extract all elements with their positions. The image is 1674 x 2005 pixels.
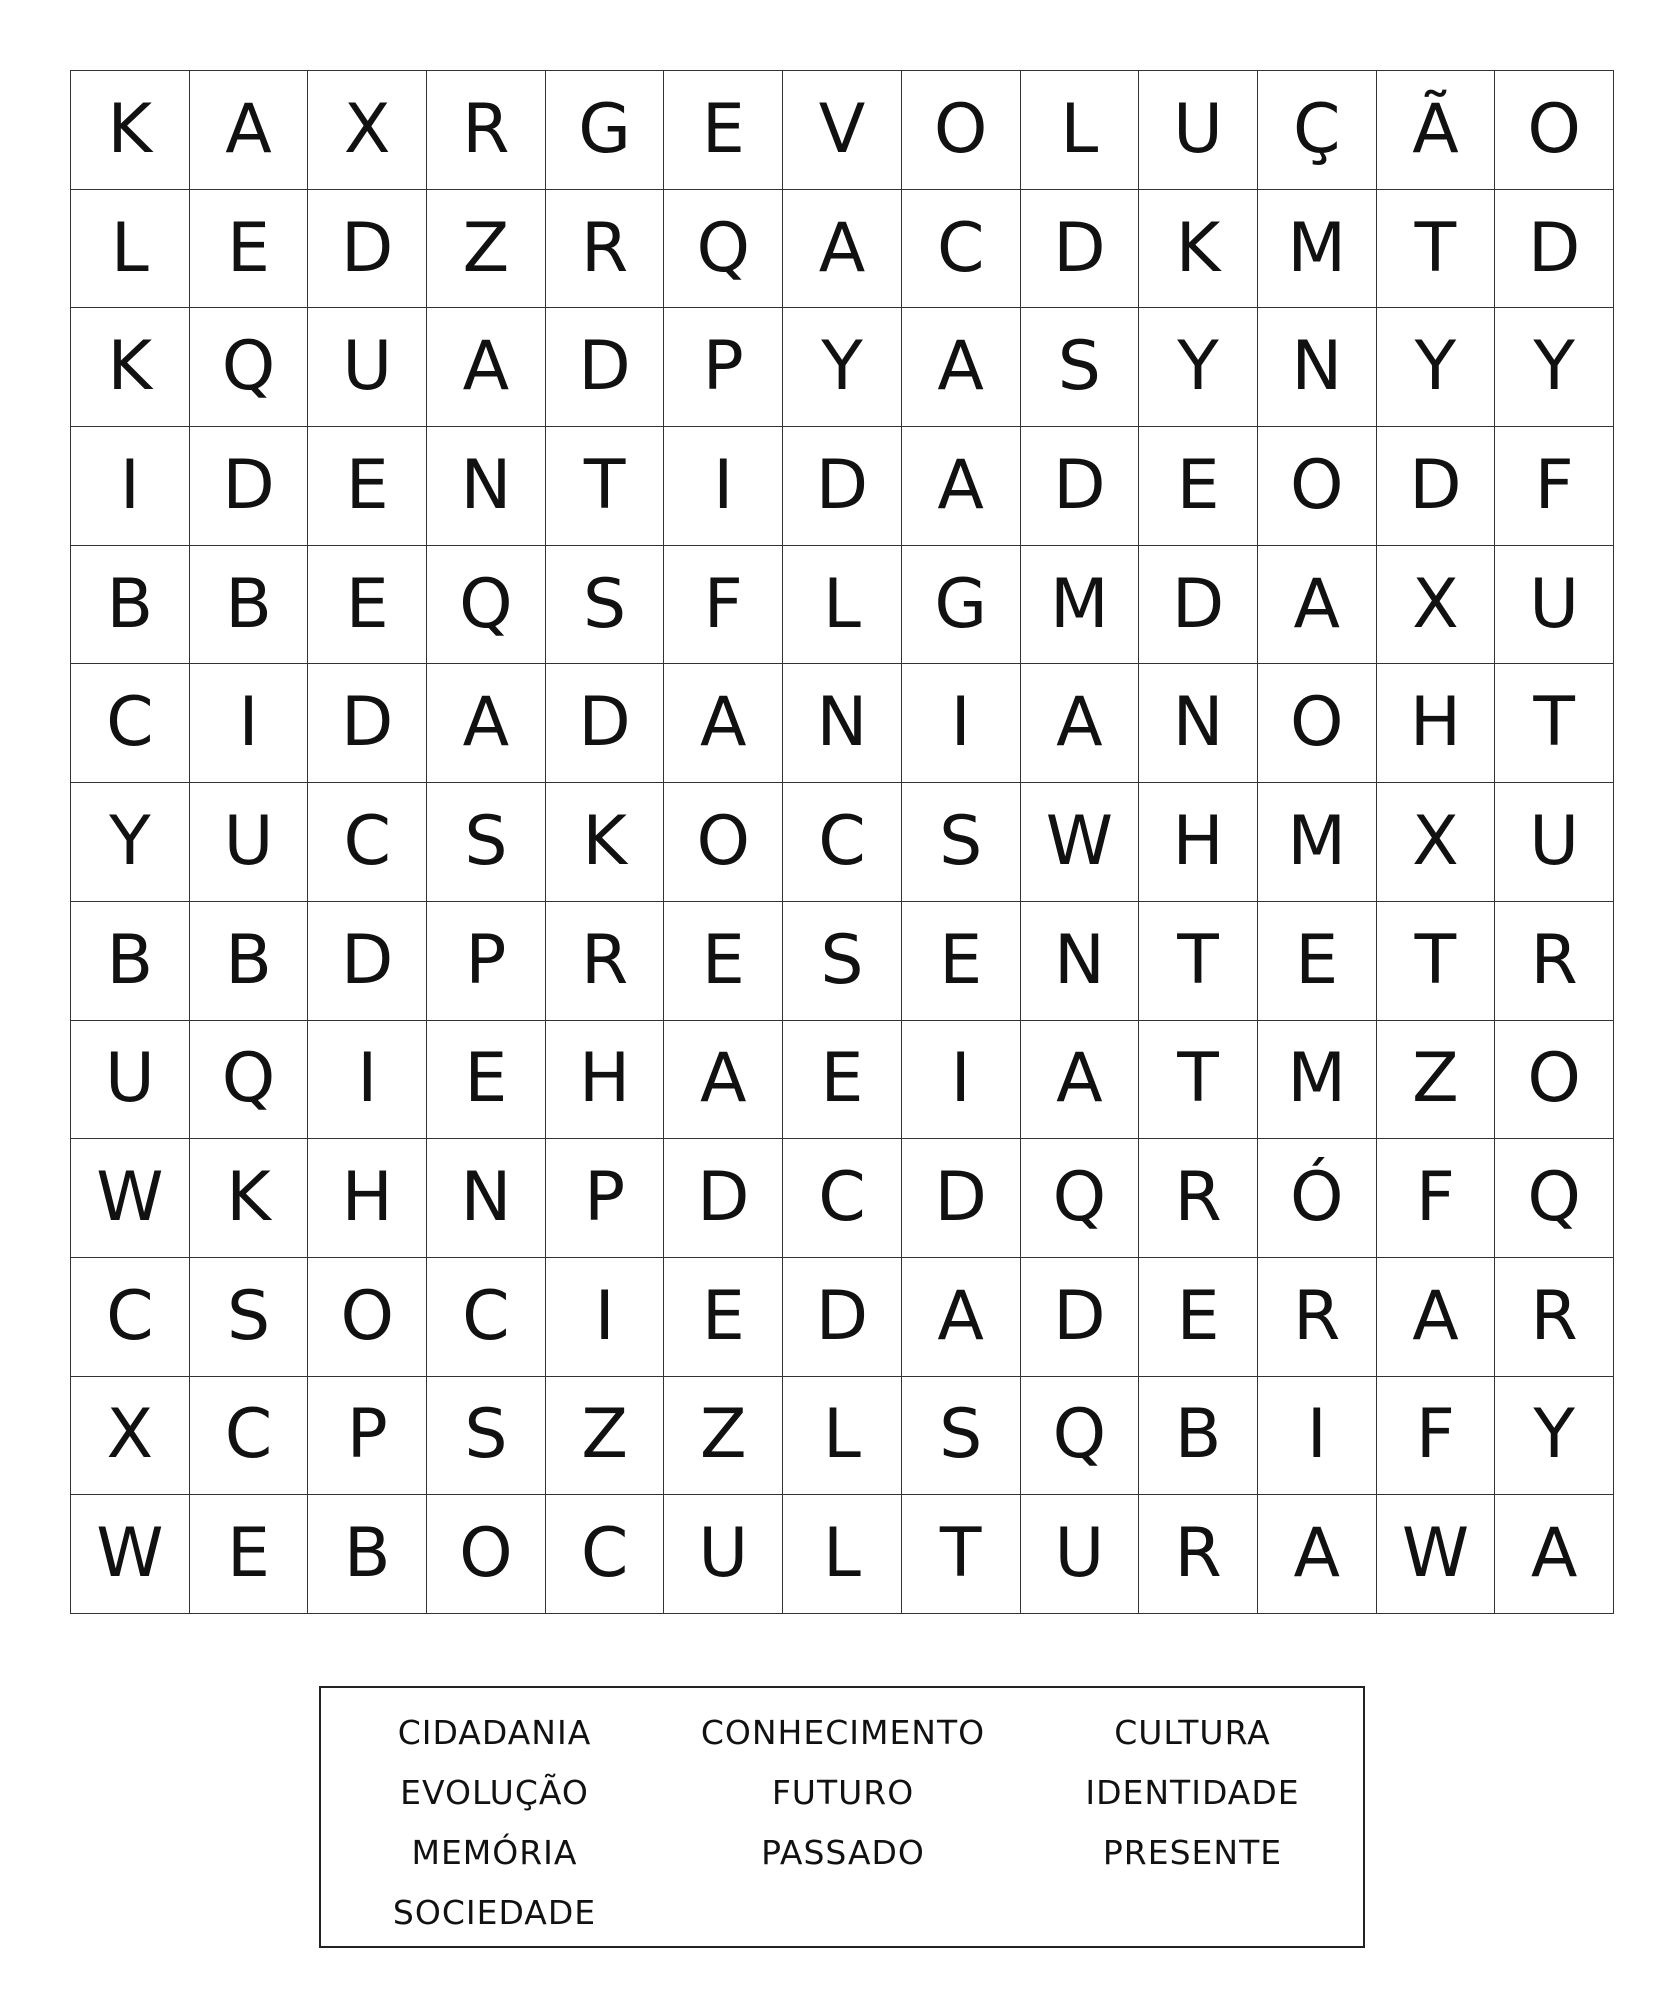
grid-cell[interactable]: N bbox=[427, 427, 546, 546]
grid-cell[interactable]: O bbox=[1258, 664, 1377, 783]
grid-cell[interactable]: B bbox=[308, 1495, 427, 1614]
grid-cell[interactable]: D bbox=[1021, 1258, 1140, 1377]
grid-cell[interactable]: B bbox=[1139, 1377, 1258, 1496]
grid-cell[interactable]: D bbox=[1495, 190, 1614, 309]
grid-cell[interactable]: B bbox=[190, 902, 309, 1021]
grid-cell[interactable]: N bbox=[783, 664, 902, 783]
grid-cell[interactable]: Y bbox=[783, 308, 902, 427]
grid-cell[interactable]: Ã bbox=[1377, 71, 1496, 190]
grid-cell[interactable]: Ç bbox=[1258, 71, 1377, 190]
grid-cell[interactable]: O bbox=[664, 783, 783, 902]
grid-cell[interactable]: A bbox=[190, 71, 309, 190]
word-list-item: CONHECIMENTO bbox=[700, 1712, 986, 1752]
grid-cell[interactable]: E bbox=[783, 1021, 902, 1140]
grid-cell[interactable]: Y bbox=[1495, 308, 1614, 427]
word-list-item: IDENTIDADE bbox=[1085, 1772, 1300, 1812]
grid-cell[interactable]: X bbox=[1377, 783, 1496, 902]
grid-cell[interactable]: S bbox=[427, 783, 546, 902]
grid-cell[interactable]: O bbox=[902, 71, 1021, 190]
grid-cell[interactable]: W bbox=[1377, 1495, 1496, 1614]
grid-cell[interactable]: I bbox=[902, 1021, 1021, 1140]
grid-cell[interactable]: Y bbox=[1139, 308, 1258, 427]
grid-cell[interactable]: Q bbox=[190, 308, 309, 427]
grid-cell[interactable]: X bbox=[71, 1377, 190, 1496]
grid-cell[interactable]: K bbox=[71, 308, 190, 427]
grid-cell[interactable]: Q bbox=[1495, 1139, 1614, 1258]
grid-cell[interactable]: G bbox=[902, 546, 1021, 665]
grid-cell[interactable]: V bbox=[783, 71, 902, 190]
grid-cell[interactable]: U bbox=[1139, 71, 1258, 190]
grid-cell[interactable]: S bbox=[427, 1377, 546, 1496]
grid-cell[interactable]: E bbox=[664, 902, 783, 1021]
word-list-item: MEMÓRIA bbox=[411, 1832, 578, 1872]
grid-cell[interactable]: D bbox=[1021, 190, 1140, 309]
grid-cell[interactable]: L bbox=[783, 546, 902, 665]
grid-cell[interactable]: R bbox=[546, 902, 665, 1021]
grid-cell[interactable]: P bbox=[427, 902, 546, 1021]
grid-cell[interactable]: Z bbox=[546, 1377, 665, 1496]
grid-cell[interactable]: Q bbox=[664, 190, 783, 309]
grid-cell[interactable]: M bbox=[1258, 190, 1377, 309]
grid-cell[interactable]: E bbox=[1139, 1258, 1258, 1377]
grid-cell[interactable]: F bbox=[1377, 1377, 1496, 1496]
grid-cell[interactable]: D bbox=[308, 664, 427, 783]
grid-cell[interactable]: A bbox=[664, 1021, 783, 1140]
grid-cell[interactable]: X bbox=[1377, 546, 1496, 665]
grid-cell[interactable]: E bbox=[308, 427, 427, 546]
grid-cell[interactable]: A bbox=[1258, 1495, 1377, 1614]
grid-cell[interactable]: S bbox=[1021, 308, 1140, 427]
grid-cell[interactable]: E bbox=[664, 71, 783, 190]
grid-cell[interactable]: F bbox=[664, 546, 783, 665]
grid-cell[interactable]: M bbox=[1258, 1021, 1377, 1140]
grid-cell[interactable]: X bbox=[308, 71, 427, 190]
grid-cell[interactable]: H bbox=[1377, 664, 1496, 783]
grid-cell[interactable]: T bbox=[902, 1495, 1021, 1614]
grid-cell[interactable]: A bbox=[1021, 1021, 1140, 1140]
grid-cell[interactable]: T bbox=[1377, 902, 1496, 1021]
grid-cell[interactable]: R bbox=[1495, 1258, 1614, 1377]
grid-cell[interactable]: C bbox=[308, 783, 427, 902]
grid-cell[interactable]: U bbox=[308, 308, 427, 427]
grid-cell[interactable]: E bbox=[1139, 427, 1258, 546]
grid-cell[interactable]: N bbox=[1139, 664, 1258, 783]
grid-cell[interactable]: A bbox=[1377, 1258, 1496, 1377]
grid-cell[interactable]: R bbox=[427, 71, 546, 190]
grid-cell[interactable]: Z bbox=[1377, 1021, 1496, 1140]
grid-cell[interactable]: P bbox=[664, 308, 783, 427]
grid-cell[interactable]: A bbox=[1495, 1495, 1614, 1614]
grid-cell[interactable]: F bbox=[1377, 1139, 1496, 1258]
grid-cell[interactable]: Z bbox=[664, 1377, 783, 1496]
grid-cell[interactable]: T bbox=[546, 427, 665, 546]
grid-cell[interactable]: N bbox=[1021, 902, 1140, 1021]
grid-cell[interactable]: S bbox=[902, 1377, 1021, 1496]
grid-cell[interactable]: A bbox=[1021, 664, 1140, 783]
grid-cell[interactable]: T bbox=[1139, 1021, 1258, 1140]
grid-cell[interactable]: I bbox=[71, 427, 190, 546]
grid-cell[interactable]: K bbox=[546, 783, 665, 902]
grid-cell[interactable]: L bbox=[783, 1377, 902, 1496]
grid-cell[interactable]: O bbox=[1495, 71, 1614, 190]
grid-cell[interactable]: Z bbox=[427, 190, 546, 309]
grid-cell[interactable]: A bbox=[1258, 546, 1377, 665]
grid-cell[interactable]: Y bbox=[1495, 1377, 1614, 1496]
grid-cell[interactable]: C bbox=[546, 1495, 665, 1614]
grid-cell[interactable]: T bbox=[1495, 664, 1614, 783]
grid-cell[interactable]: B bbox=[190, 546, 309, 665]
grid-cell[interactable]: E bbox=[190, 1495, 309, 1614]
grid-cell[interactable]: I bbox=[546, 1258, 665, 1377]
grid-cell[interactable]: C bbox=[783, 1139, 902, 1258]
word-list-item: EVOLUÇÃO bbox=[400, 1772, 589, 1812]
grid-cell[interactable]: D bbox=[902, 1139, 1021, 1258]
grid-cell[interactable]: N bbox=[427, 1139, 546, 1258]
grid-cell[interactable]: A bbox=[902, 427, 1021, 546]
grid-cell[interactable]: E bbox=[427, 1021, 546, 1140]
grid-cell[interactable]: B bbox=[71, 546, 190, 665]
grid-cell[interactable]: K bbox=[71, 71, 190, 190]
grid-cell[interactable]: D bbox=[546, 308, 665, 427]
grid-cell[interactable]: Q bbox=[1021, 1377, 1140, 1496]
word-list-item: PASSADO bbox=[761, 1832, 925, 1872]
grid-cell[interactable]: O bbox=[1258, 427, 1377, 546]
grid-cell[interactable]: P bbox=[308, 1377, 427, 1496]
word-list-item: FUTURO bbox=[771, 1772, 915, 1812]
grid-cell[interactable]: D bbox=[783, 427, 902, 546]
grid-cell[interactable]: D bbox=[664, 1139, 783, 1258]
grid-cell[interactable]: I bbox=[190, 664, 309, 783]
grid-cell[interactable]: C bbox=[71, 664, 190, 783]
grid-cell[interactable]: L bbox=[783, 1495, 902, 1614]
grid-cell[interactable]: A bbox=[902, 1258, 1021, 1377]
grid-cell[interactable]: A bbox=[427, 664, 546, 783]
grid-cell[interactable]: F bbox=[1495, 427, 1614, 546]
grid-cell[interactable]: I bbox=[664, 427, 783, 546]
grid-cell[interactable]: D bbox=[1139, 546, 1258, 665]
grid-cell[interactable]: K bbox=[190, 1139, 309, 1258]
grid-cell[interactable]: T bbox=[1377, 190, 1496, 309]
word-list bbox=[319, 1686, 1365, 1948]
grid-cell[interactable]: U bbox=[71, 1021, 190, 1140]
grid-cell[interactable]: A bbox=[664, 664, 783, 783]
grid-cell[interactable]: E bbox=[664, 1258, 783, 1377]
grid-cell[interactable]: M bbox=[1258, 783, 1377, 902]
grid-cell[interactable]: Ó bbox=[1258, 1139, 1377, 1258]
grid-cell[interactable]: Y bbox=[1377, 308, 1496, 427]
grid-cell[interactable]: S bbox=[902, 783, 1021, 902]
grid-cell[interactable]: C bbox=[190, 1377, 309, 1496]
grid-cell[interactable]: C bbox=[783, 783, 902, 902]
grid-cell[interactable]: D bbox=[308, 902, 427, 1021]
grid-cell[interactable]: C bbox=[902, 190, 1021, 309]
grid-cell[interactable]: I bbox=[308, 1021, 427, 1140]
grid-cell[interactable]: D bbox=[1021, 427, 1140, 546]
grid-cell[interactable]: S bbox=[190, 1258, 309, 1377]
grid-cell[interactable]: L bbox=[71, 190, 190, 309]
grid-cell[interactable]: D bbox=[783, 1258, 902, 1377]
grid-cell[interactable]: U bbox=[664, 1495, 783, 1614]
grid-cell[interactable]: D bbox=[190, 427, 309, 546]
grid-cell[interactable]: S bbox=[546, 546, 665, 665]
grid-cell[interactable]: U bbox=[1495, 783, 1614, 902]
grid-cell[interactable]: M bbox=[1021, 546, 1140, 665]
grid-cell[interactable]: T bbox=[1139, 902, 1258, 1021]
grid-cell[interactable]: R bbox=[1258, 1258, 1377, 1377]
grid-cell[interactable]: Y bbox=[71, 783, 190, 902]
grid-cell[interactable]: I bbox=[902, 664, 1021, 783]
grid-cell[interactable]: R bbox=[1139, 1139, 1258, 1258]
grid-cell[interactable]: Q bbox=[427, 546, 546, 665]
grid-cell[interactable]: A bbox=[427, 308, 546, 427]
grid-cell[interactable]: H bbox=[1139, 783, 1258, 902]
word-list-item: CULTURA bbox=[1114, 1712, 1271, 1752]
grid-cell[interactable]: R bbox=[546, 190, 665, 309]
grid-cell[interactable]: G bbox=[546, 71, 665, 190]
word-list-item: CIDADANIA bbox=[397, 1712, 592, 1752]
word-list-item: PRESENTE bbox=[1102, 1832, 1283, 1872]
grid-cell[interactable]: R bbox=[1139, 1495, 1258, 1614]
grid-cell[interactable]: W bbox=[71, 1139, 190, 1258]
grid-cell[interactable]: E bbox=[1258, 902, 1377, 1021]
grid-cell[interactable]: B bbox=[71, 902, 190, 1021]
grid-cell[interactable]: O bbox=[308, 1258, 427, 1377]
grid-cell[interactable]: I bbox=[1258, 1377, 1377, 1496]
grid-cell[interactable]: U bbox=[190, 783, 309, 902]
grid-cell[interactable]: E bbox=[902, 902, 1021, 1021]
grid-cell[interactable]: E bbox=[308, 546, 427, 665]
grid-cell[interactable]: D bbox=[308, 190, 427, 309]
grid-cell[interactable]: W bbox=[71, 1495, 190, 1614]
grid-cell[interactable]: H bbox=[308, 1139, 427, 1258]
grid-cell[interactable]: R bbox=[1495, 902, 1614, 1021]
grid-cell[interactable]: U bbox=[1495, 546, 1614, 665]
grid-cell[interactable]: C bbox=[71, 1258, 190, 1377]
grid-cell[interactable]: A bbox=[902, 308, 1021, 427]
grid-cell[interactable]: N bbox=[1258, 308, 1377, 427]
grid-cell[interactable]: P bbox=[546, 1139, 665, 1258]
grid-cell[interactable]: E bbox=[190, 190, 309, 309]
word-search-grid bbox=[70, 70, 1614, 1614]
grid-cell[interactable]: Q bbox=[190, 1021, 309, 1140]
word-list-item: SOCIEDADE bbox=[392, 1892, 597, 1932]
grid-cell[interactable]: A bbox=[783, 190, 902, 309]
grid-cell[interactable]: Q bbox=[1021, 1139, 1140, 1258]
grid-cell[interactable]: W bbox=[1021, 783, 1140, 902]
grid-cell[interactable]: O bbox=[427, 1495, 546, 1614]
grid-cell[interactable]: C bbox=[427, 1258, 546, 1377]
grid-cell[interactable]: S bbox=[783, 902, 902, 1021]
grid-cell[interactable]: D bbox=[1377, 427, 1496, 546]
grid-cell[interactable]: L bbox=[1021, 71, 1140, 190]
grid-cell[interactable]: U bbox=[1021, 1495, 1140, 1614]
grid-cell[interactable]: K bbox=[1139, 190, 1258, 309]
grid-cell[interactable]: D bbox=[546, 664, 665, 783]
grid-cell[interactable]: H bbox=[546, 1021, 665, 1140]
grid-cell[interactable]: O bbox=[1495, 1021, 1614, 1140]
